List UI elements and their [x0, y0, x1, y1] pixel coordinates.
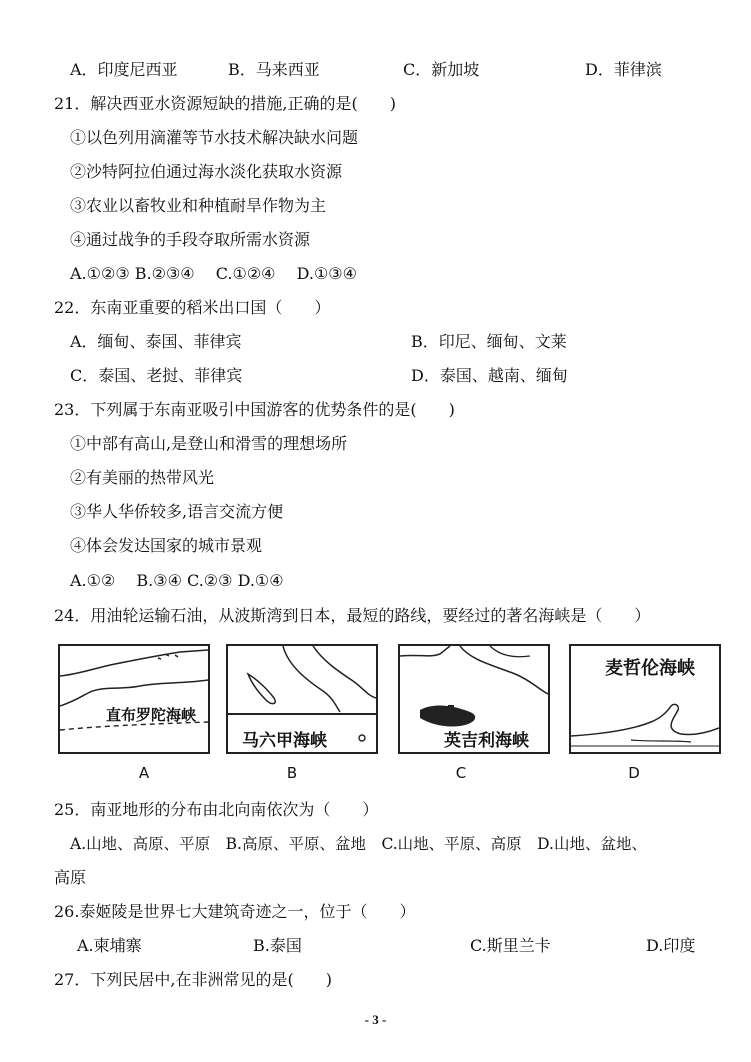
map-d-label: 麦哲伦海峡	[605, 658, 695, 679]
q26-option-d[interactable]: D.印度	[646, 936, 696, 955]
q25-options-line[interactable]: A.山地、高原、平原 B.高原、平原、盆地 C.山地、平原、高原 D.山地、盆地、	[70, 835, 647, 853]
map-b[interactable]	[226, 644, 378, 754]
q26-option-b[interactable]: B.泰国	[253, 936, 302, 955]
map-b-letter: B	[286, 764, 298, 782]
q26-option-a[interactable]: A.柬埔寨	[77, 936, 142, 955]
q24-stem: 24．用油轮运输石油，从波斯湾到日本，最短的路线，要经过的著名海峡是（ ）	[54, 606, 651, 625]
q23-item-1: ①中部有高山,是登山和滑雪的理想场所	[70, 434, 348, 453]
q26-option-c[interactable]: C.斯里兰卡	[470, 936, 551, 955]
q22-option-c[interactable]: C．泰国、老挝、菲律宾	[70, 366, 243, 385]
q21-stem: 21．解决西亚水资源短缺的措施,正确的是( )	[54, 94, 396, 113]
q21-item-1: ①以色列用滴灌等节水技术解决缺水问题	[70, 128, 359, 147]
map-c[interactable]	[398, 644, 550, 754]
q20-option-a[interactable]: A．印度尼西亚	[70, 60, 178, 79]
page-number: - 3 -	[364, 1012, 387, 1027]
q20-option-b[interactable]: B．马来西亚	[228, 60, 320, 79]
map-a[interactable]	[58, 644, 210, 754]
q22-option-b[interactable]: B．印尼、缅甸、文莱	[411, 332, 567, 351]
map-c-label: 英吉利海峡	[444, 731, 529, 751]
q22-option-d[interactable]: D．泰国、越南、缅甸	[411, 366, 568, 385]
map-b-label: 马六甲海峡	[242, 731, 327, 751]
q23-stem: 23．下列属于东南亚吸引中国游客的优势条件的是( )	[54, 400, 455, 419]
q23-item-2: ②有美丽的热带风光	[70, 468, 215, 487]
q21-item-2: ②沙特阿拉伯通过海水淡化获取水资源	[70, 162, 343, 181]
q22-stem: 22．东南亚重要的稻米出口国（ ）	[54, 298, 331, 317]
q21-item-4: ④通过战争的手段夺取所需水资源	[70, 230, 311, 249]
q25-stem: 25．南亚地形的分布由北向南依次为（ ）	[54, 800, 379, 819]
map-a-coastline-icon	[60, 646, 208, 752]
q27-stem: 27．下列民居中,在非洲常见的是( )	[54, 970, 332, 989]
q21-answers[interactable]: A.①②③ B.②③④ C.①②④ D.①③④	[70, 264, 357, 283]
map-c-letter: C	[455, 764, 467, 782]
q20-option-d[interactable]: D．菲律滨	[585, 60, 662, 79]
strait-maps	[58, 644, 708, 789]
map-d-letter: D	[628, 764, 640, 782]
q23-item-3: ③华人华侨较多,语言交流方便	[70, 502, 284, 521]
q20-option-c[interactable]: C．新加坡	[403, 60, 480, 79]
q25-options-wrap[interactable]: 高原	[54, 868, 87, 887]
q21-item-3: ③农业以畜牧业和种植耐旱作物为主	[70, 196, 327, 215]
map-a-letter: A	[138, 764, 150, 782]
map-a-label: 直布罗陀海峡	[106, 706, 197, 724]
q23-answers[interactable]: A.①② B.③④ C.②③ D.①④	[70, 571, 284, 590]
q26-stem: 26.泰姬陵是世界七大建筑奇迹之一，位于（ ）	[54, 902, 416, 921]
map-d[interactable]	[569, 644, 721, 754]
q22-option-a[interactable]: A．缅甸、泰国、菲律宾	[70, 332, 242, 351]
q23-item-4: ④体会发达国家的城市景观	[70, 536, 263, 555]
